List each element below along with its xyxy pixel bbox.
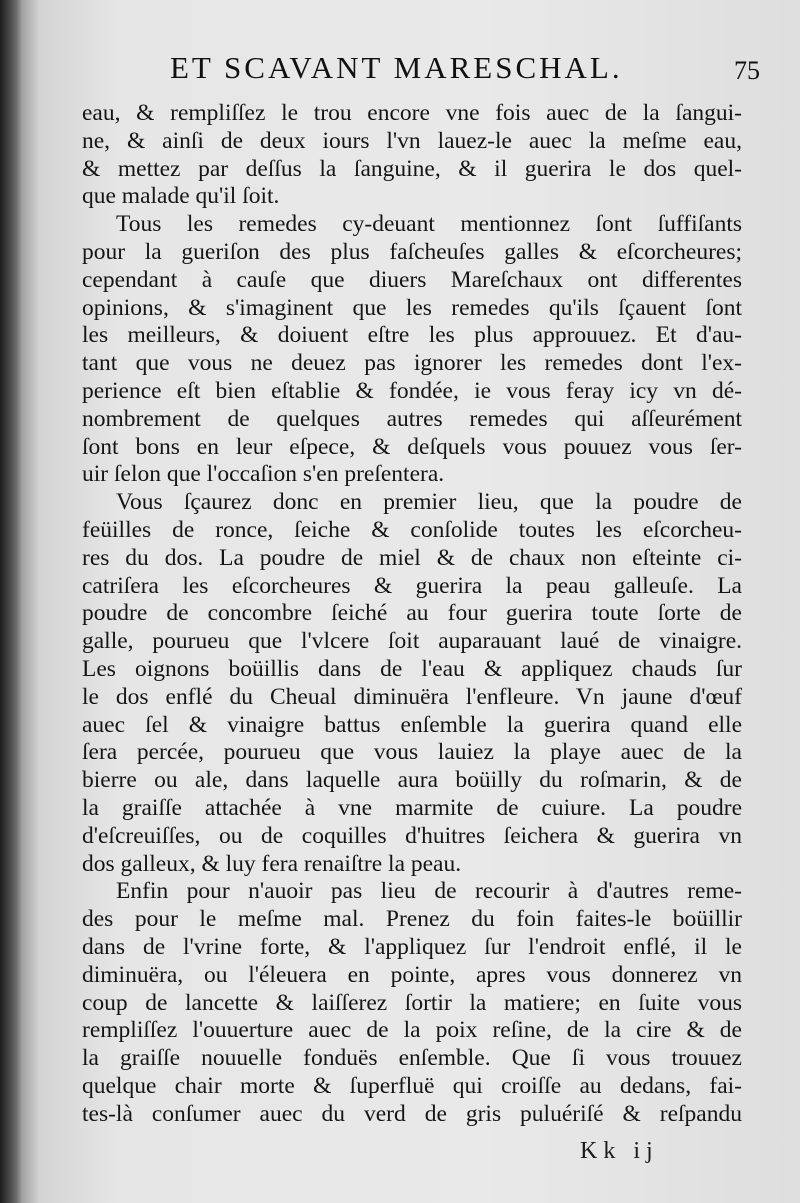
page-header	[160, 50, 760, 90]
text-line: dos galleux, & luy fera renaiſtre la peau.	[82, 850, 462, 877]
text-line: catriſera les eſcorcheures & guerira la peau galleuſe. La	[82, 572, 742, 599]
text-line: tant que vous ne deuez pas ignorer les remedes dont l'ex-	[82, 350, 742, 377]
text-line: eau, & rempliſſez le trou encore vne fois auec de la ſangui-	[82, 100, 742, 126]
text-line: Vous ſçaurez donc en premier lieu, que la poudre de	[116, 489, 742, 516]
text-line: uir ſelon que l'occaſion s'en preſentera.	[82, 461, 445, 488]
text-line: ſont bons en leur eſpece, & deſquels vous pouuez vous ſer-	[82, 433, 742, 460]
text-line: la graiſſe nouuelle fonduës enſemble. Que ſi vous trouuez	[82, 1045, 742, 1072]
text-line: les meilleurs, & doiuent eſtre les plus approuuez. Et d'au-	[82, 322, 742, 349]
signature-mark: Kk ij	[580, 1138, 659, 1164]
text-line: poudre de concombre ſeiché au four guerira toute ſorte de	[82, 600, 742, 627]
book-spine-shadow	[0, 0, 22, 1203]
text-line: opinions, & s'imaginent que les remedes qu'ils ſçauent ſont	[82, 294, 742, 321]
text-line: bierre ou ale, dans laquelle aura boüilly du roſmarin, & de	[82, 767, 742, 794]
text-line: Tous les remedes cy-deuant mentionnez ſont ſuffiſants	[116, 211, 742, 238]
text-line: rempliſſez l'ouuerture auec de la poix reſine, de la cire & de	[82, 1017, 742, 1044]
text-line: res du dos. La poudre de miel & de chaux non eſteinte ci-	[82, 544, 742, 571]
text-line: cependant à cauſe que diuers Mareſchaux ont differentes	[82, 266, 742, 293]
text-line: la graiſſe attachée à vne marmite de cuiure. La poudre	[82, 794, 742, 821]
text-line: tes-là conſumer auec du verd de gris puluériſé & reſpandu	[82, 1100, 742, 1127]
text-line: nombrement de quelques autres remedes qui aſſeurément	[82, 405, 742, 432]
text-line: que malade qu'il ſoit.	[82, 183, 280, 210]
text-line: feüilles de ronce, ſeiche & conſolide toutes les eſcorcheu-	[82, 516, 742, 543]
running-title: ET SCAVANT MARESCHAL.	[170, 50, 623, 85]
text-line: quelque chair morte & ſuperfluë qui croiſſe au dedans, fai-	[82, 1072, 742, 1099]
text-line: des pour le meſme mal. Prenez du foin faites-le boüillir	[82, 906, 742, 933]
page-number: 75	[734, 56, 760, 85]
text-line: coup de lancette & laiſſerez ſortir la matiere; en ſuite vous	[82, 989, 742, 1016]
text-line: le dos enflé du Cheual diminuëra l'enfleure. Vn jaune d'œuf	[82, 683, 742, 710]
text-line: d'eſcreuiſſes, ou de coquilles d'huitres ſeichera & guerira vn	[82, 822, 742, 849]
text-line: dans de l'vrine forte, & l'appliquez ſur l'endroit enflé, il le	[82, 933, 742, 960]
text-line: diminuëra, ou l'éleuera en pointe, apres vous donnerez vn	[82, 961, 742, 988]
text-line: Les oignons boüillis dans de l'eau & appliquez chauds ſur	[82, 655, 742, 682]
text-line: Enfin pour n'auoir pas lieu de recourir à d'autres reme-	[116, 878, 742, 905]
text-line: galle, pourueu que l'vlcere ſoit auparauant laué de vinaigre.	[82, 628, 742, 655]
body-text	[82, 100, 742, 1128]
text-line: perience eſt bien eſtablie & fondée, ie vous feray icy vn dé-	[82, 377, 742, 404]
text-line: ſera percée, pourueu que vous lauiez la playe auec de la	[82, 739, 742, 766]
text-line: pour la gueriſon des plus faſcheuſes galles & eſcorcheures;	[82, 238, 742, 265]
text-line: ne, & ainſi de deux iours l'vn lauez-le auec la meſme eau,	[82, 127, 742, 154]
text-line: auec ſel & vinaigre battus enſemble la guerira quand elle	[82, 711, 742, 738]
text-line: & mettez par deſſus la ſanguine, & il guerira le dos quel-	[82, 155, 742, 182]
